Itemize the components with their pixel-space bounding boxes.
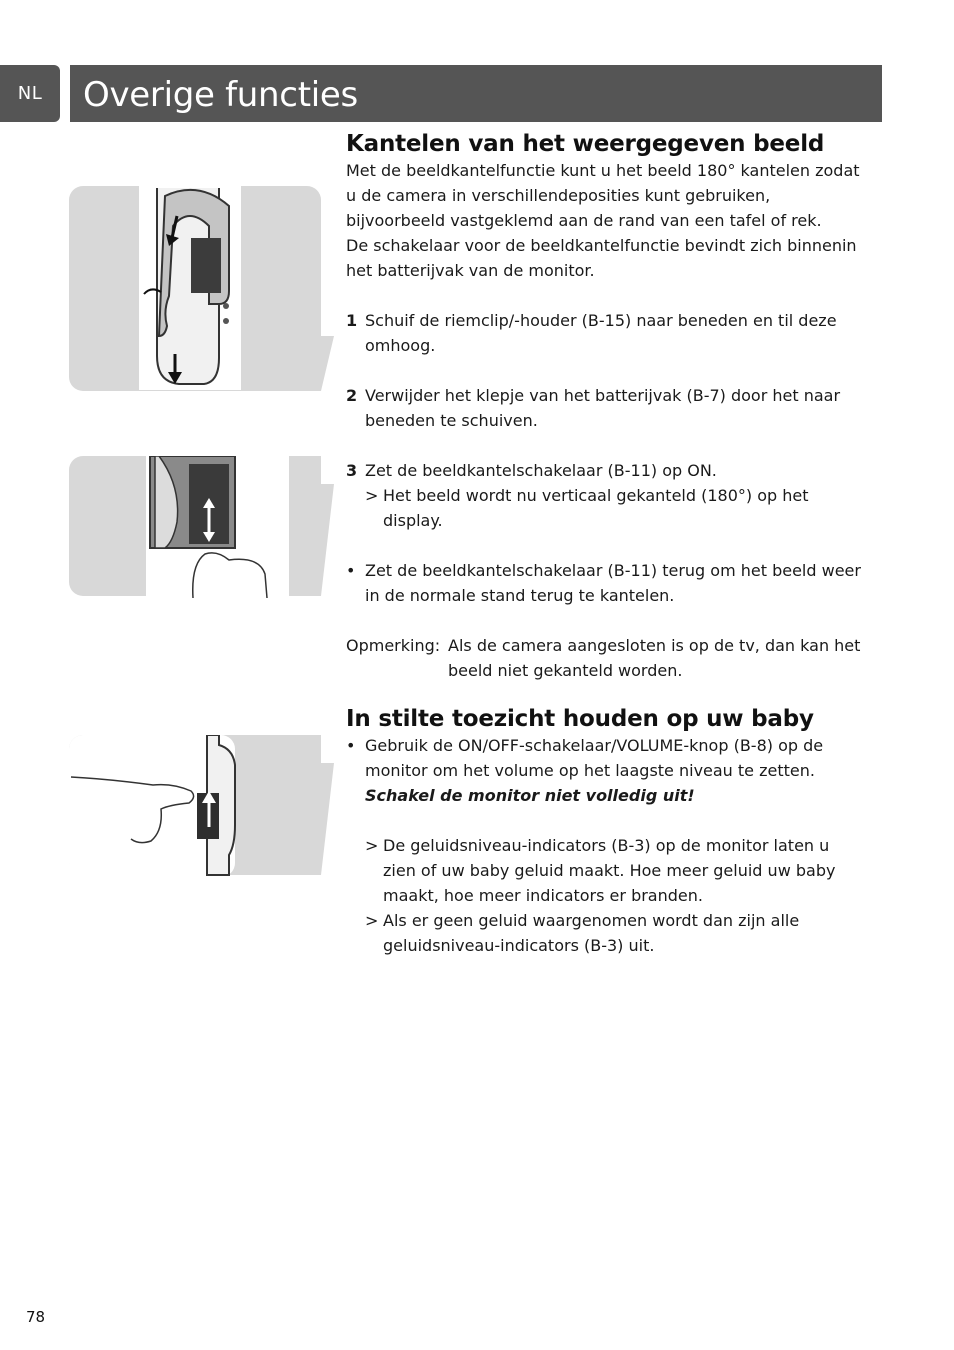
section-tilt-image <box>346 130 886 683</box>
intro-line: Met de beeldkantelfunctie kunt u het beeld 180° kantelen zodat <box>346 161 860 180</box>
bullet-reset <box>346 558 886 608</box>
result-text: display. <box>383 511 443 530</box>
warning-text: Schakel de monitor niet volledig uit! <box>365 786 695 805</box>
step-number: 2 <box>346 386 358 405</box>
result-text: Als er geen geluid waargenomen wordt dan zijn alle <box>383 911 800 930</box>
step-number: 1 <box>346 311 358 330</box>
result-text: zien of uw baby geluid maakt. Hoe meer geluid uw baby <box>383 861 836 880</box>
intro-line: het batterijvak van de monitor. <box>346 261 595 280</box>
section-heading: In stilte toezicht houden op uw baby <box>346 706 814 732</box>
step-text: Schuif de riemclip/-houder (B-15) naar beneden en til deze <box>365 311 837 330</box>
bullet-marker: • <box>346 561 356 580</box>
result-marker: > <box>365 911 379 930</box>
note <box>346 633 886 683</box>
bullet-text: in de normale stand terug te kantelen. <box>365 586 675 605</box>
page-number: 78 <box>26 1308 46 1326</box>
step-3 <box>346 458 886 483</box>
step-1 <box>346 308 886 358</box>
bullet-marker: • <box>346 736 356 755</box>
step-2 <box>346 383 886 433</box>
result-marker: > <box>365 836 379 855</box>
result-no-sound <box>346 908 886 958</box>
result-text: maakt, hoe meer indicators er branden. <box>383 886 703 905</box>
result-indicators <box>346 833 886 908</box>
language-tab: NL <box>0 65 60 122</box>
note-text: Als de camera aangesloten is op de tv, dan kan het <box>448 636 861 655</box>
bullet-text: Zet de beeldkantelschakelaar (B-11) terug om het beeld weer <box>365 561 861 580</box>
title-bar <box>70 65 882 122</box>
step-text: Verwijder het klepje van het batterijvak (B-7) door het naar <box>365 386 841 405</box>
step-text: beneden te schuiven. <box>365 411 538 430</box>
result-text: geluidsniveau-indicators (B-3) uit. <box>383 936 655 955</box>
bullet-text: monitor om het volume op het laagste niveau te zetten. <box>365 761 815 780</box>
note-label: Opmerking: <box>346 636 441 655</box>
bullet-text: Gebruik de ON/OFF-schakelaar/VOLUME-knop (B-8) op de <box>365 736 824 755</box>
page-title: Overige functies <box>83 75 358 115</box>
intro-line: De schakelaar voor de beeldkantelfunctie bevindt zich binnenin <box>346 236 857 255</box>
illustration-volume-knob <box>69 735 335 879</box>
intro-line: u de camera in verschillendeposities kunt gebruiken, <box>346 186 771 205</box>
step-3-result <box>346 483 886 533</box>
illustration-remove-clip <box>69 186 335 394</box>
step-text: omhoog. <box>365 336 436 355</box>
section-heading: Kantelen van het weergegeven beeld <box>346 131 825 157</box>
result-text: Het beeld wordt nu verticaal gekanteld (180°) op het <box>383 486 809 505</box>
note-text: beeld niet gekanteld worden. <box>448 661 683 680</box>
intro-line: bijvoorbeeld vastgeklemd aan de rand van een tafel of rek. <box>346 211 822 230</box>
bullet-volume <box>346 733 886 783</box>
step-text: Zet de beeldkantelschakelaar (B-11) op ON. <box>365 461 717 480</box>
result-marker: > <box>365 486 379 505</box>
illustration-tilt-switch <box>69 456 335 600</box>
result-text: De geluidsniveau-indicators (B-3) op de monitor laten u <box>383 836 830 855</box>
step-number: 3 <box>346 461 358 480</box>
section-silent-monitoring <box>346 705 886 958</box>
